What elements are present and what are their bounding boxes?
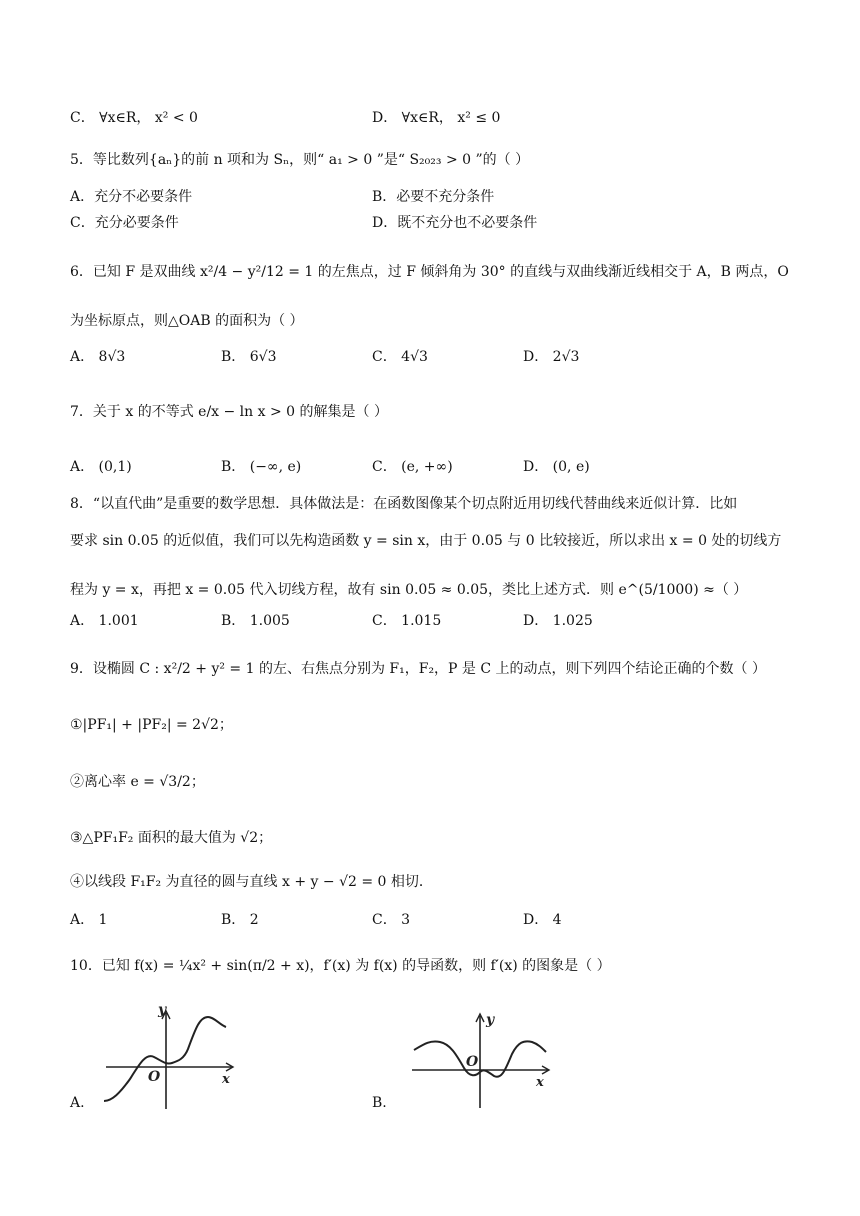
q10-graph-a <box>100 1005 240 1111</box>
q10-graph-b <box>408 1010 558 1110</box>
graph-b-origin-label: O <box>466 1054 479 1070</box>
q9-stem: 9．设椭圆 C : x²/2 + y² = 1 的左、右焦点分别为 F₁，F₂，P 是 C 上的动点，则下列四个结论正确的个数（ ） <box>70 661 766 677</box>
q5-option-d: D．既不充分也不必要条件 <box>372 215 538 231</box>
graph-a-x-label: x <box>222 1072 230 1087</box>
q10-option-b-label: B. <box>372 1095 387 1111</box>
q5-option-a: A．充分不必要条件 <box>70 189 193 205</box>
q8-stem-line3: 程为 y = x，再把 x = 0.05 代入切线方程，故有 sin 0.05 ≈ 0.05，类比上述方式．则 e^(5/1000) ≈（ ） <box>70 582 748 598</box>
q7-option-b: B． (−∞, e) <box>221 459 302 475</box>
q9-statement-1: ①|PF₁| + |PF₂| = 2√2； <box>70 717 233 733</box>
q6-option-c: C． 4√3 <box>372 349 428 365</box>
q9-option-a: A． 1 <box>70 912 108 928</box>
q9-statement-2: ②离心率 e = √3/2； <box>70 774 205 790</box>
q6-stem-line1: 6．已知 F 是双曲线 x²/4 − y²/12 = 1 的左焦点，过 F 倾斜角为 30° 的直线与双曲线渐近线相交于 A，B 两点，O <box>70 264 789 280</box>
q8-stem-line2: 要求 sin 0.05 的近似值，我们可以先构造函数 y = sin x，由于 0.05 与 0 比较接近，所以求出 x = 0 处的切线方 <box>70 533 782 549</box>
q6-option-d: D． 2√3 <box>523 349 580 365</box>
q6-option-b: B． 6√3 <box>221 349 277 365</box>
q8-option-c: C． 1.015 <box>372 613 442 629</box>
graph-b-x-label: x <box>536 1075 544 1090</box>
q10-option-a-label: A. <box>70 1095 85 1111</box>
q6-option-a: A． 8√3 <box>70 349 126 365</box>
q7-stem: 7．关于 x 的不等式 e/x − ln x > 0 的解集是（ ） <box>70 404 388 420</box>
q8-option-b: B． 1.005 <box>221 613 290 629</box>
q9-option-d: D． 4 <box>523 912 562 928</box>
q8-option-d: D． 1.025 <box>523 613 593 629</box>
q8-stem-line1: 8．“以直代曲”是重要的数学思想．具体做法是：在函数图像某个切点附近用切线代替曲线来近似计算．比如 <box>70 496 738 512</box>
graph-a-origin-label: O <box>148 1069 161 1085</box>
q4-option-d: D． ∀x∈R， x² ≤ 0 <box>372 110 501 126</box>
q9-statement-4: ④以线段 F₁F₂ 为直径的圆与直线 x + y − √2 = 0 相切． <box>70 874 433 890</box>
q4-option-c: C． ∀x∈R， x² < 0 <box>70 110 198 126</box>
q9-statement-3: ③△PF₁F₂ 面积的最大值为 √2； <box>70 830 273 846</box>
graph-a-y-label: y <box>158 1005 167 1018</box>
q9-option-c: C． 3 <box>372 912 411 928</box>
q6-stem-line2: 为坐标原点，则△OAB 的面积为（ ） <box>70 313 304 329</box>
q10-stem: 10．已知 f(x) = ¼x² + sin(π/2 + x)，f′(x) 为 f(x) 的导函数，则 f′(x) 的图象是（ ） <box>70 958 611 974</box>
graph-b-y-label: y <box>486 1012 495 1028</box>
q7-option-c: C． (e, +∞) <box>372 459 453 475</box>
q7-option-a: A． (0,1) <box>70 459 132 475</box>
q5-option-c: C．充分必要条件 <box>70 215 179 231</box>
q8-option-a: A． 1.001 <box>70 613 139 629</box>
q9-option-b: B． 2 <box>221 912 259 928</box>
q5-stem: 5．等比数列{aₙ}的前 n 项和为 Sₙ，则“ a₁ > 0 ”是“ S₂₀₂₃ > 0 ”的（ ） <box>70 152 530 168</box>
q7-option-d: D． (0, e) <box>523 459 590 475</box>
q5-option-b: B．必要不充分条件 <box>372 189 495 205</box>
